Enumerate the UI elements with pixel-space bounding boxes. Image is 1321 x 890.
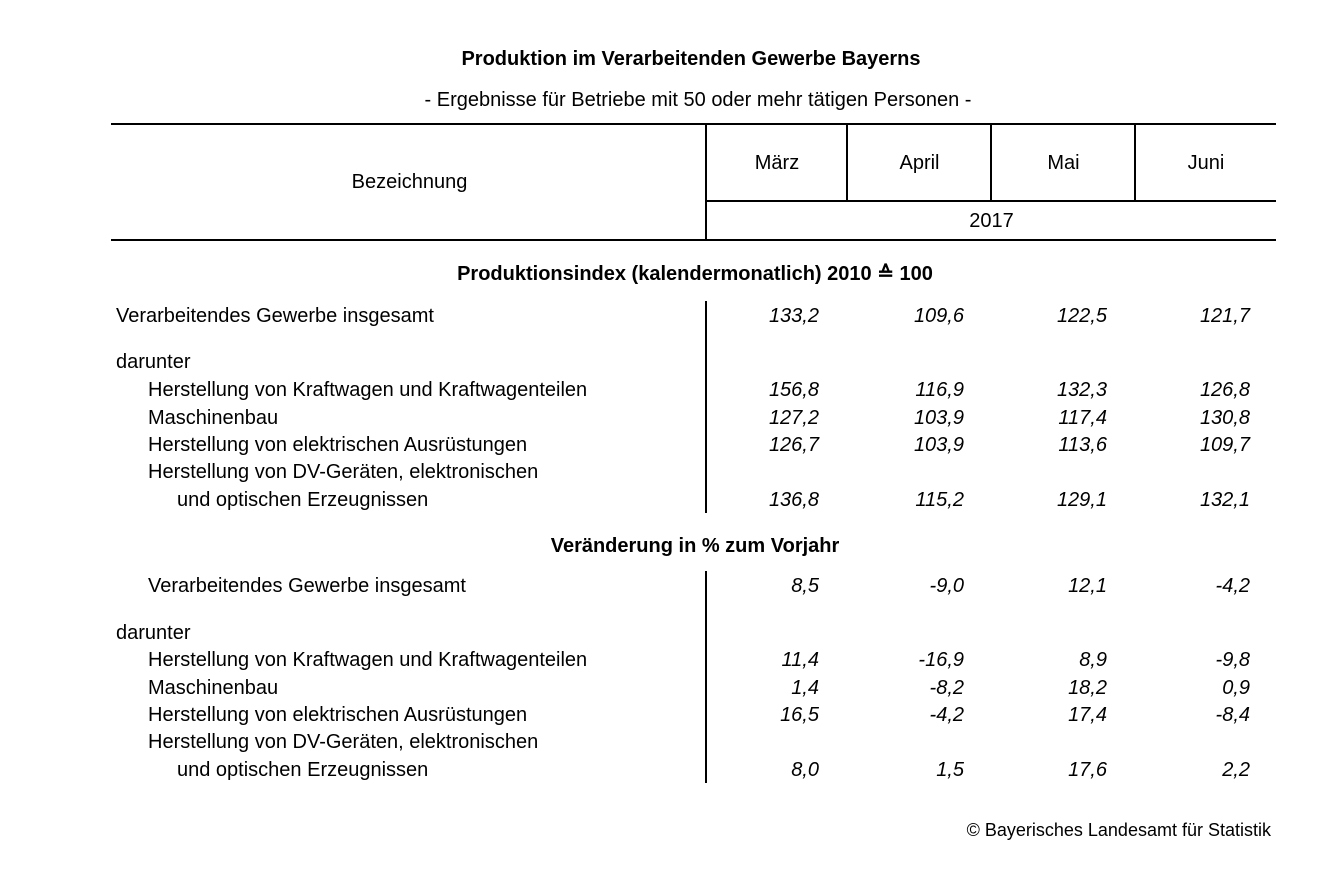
cell-value: 127,2: [768, 407, 819, 429]
row-label-darunter: darunter: [116, 622, 191, 644]
cell-value: 1,5: [936, 759, 964, 781]
cell-value: 115,2: [915, 489, 964, 511]
row-label: Herstellung von DV-Geräten, elektronischen: [148, 731, 539, 753]
cell-value: 8,0: [791, 759, 819, 781]
cell-value: 132,1: [1199, 489, 1250, 511]
cell-value: 117,4: [1058, 407, 1107, 429]
cell-value: 126,7: [768, 434, 819, 456]
cell-value: 8,9: [1079, 649, 1107, 671]
row-label: Maschinenbau: [148, 407, 279, 429]
row-label: Herstellung von elektrischen Ausrüstungen: [148, 704, 528, 726]
cell-value: -4,2: [1215, 575, 1250, 597]
row-label: Maschinenbau: [148, 677, 279, 699]
row-label: Herstellung von Kraftwagen und Kraftwagenteilen: [148, 649, 588, 671]
cell-value: -9,8: [1215, 649, 1250, 671]
cell-value: 113,6: [1058, 434, 1107, 456]
cell-value: 11,4: [781, 649, 819, 671]
top-rule: [111, 123, 1276, 125]
cell-value: 129,1: [1056, 489, 1107, 511]
cell-value: -4,2: [929, 704, 964, 726]
cell-value: 16,5: [780, 704, 819, 726]
cell-value: 133,2: [768, 305, 819, 327]
column-header-month: Mai: [1047, 152, 1080, 174]
cell-value: 103,9: [913, 434, 964, 456]
cell-value: 122,5: [1056, 305, 1107, 327]
cell-value: 132,3: [1056, 379, 1107, 401]
column-header-year: 2017: [969, 210, 1014, 232]
row-label: Herstellung von elektrischen Ausrüstungen: [148, 434, 528, 456]
cell-value: 8,5: [791, 575, 819, 597]
cell-value: 109,6: [913, 305, 964, 327]
copyright-footer: © Bayerisches Landesamt für Statistik: [966, 820, 1271, 840]
row-label-continuation: und optischen Erzeugnissen: [177, 489, 429, 511]
cell-value: 1,4: [791, 677, 819, 699]
cell-value: -8,2: [929, 677, 964, 699]
cell-value: 121,7: [1199, 305, 1250, 327]
column-header-month: Juni: [1187, 152, 1225, 174]
cell-value: 136,8: [768, 489, 819, 511]
cell-value: 116,9: [915, 379, 964, 401]
cell-value: 126,8: [1199, 379, 1250, 401]
column-header-month: April: [899, 152, 940, 174]
row-label: Verarbeitendes Gewerbe insgesamt: [148, 575, 466, 597]
cell-value: 17,4: [1068, 704, 1107, 726]
cell-value: 17,6: [1068, 759, 1107, 781]
section-title: Produktionsindex (kalendermonatlich) 2010 ≙ 100: [457, 263, 933, 285]
cell-value: -16,9: [918, 649, 964, 671]
table-title: Produktion im Verarbeitenden Gewerbe Bayerns: [461, 48, 921, 70]
row-label: Herstellung von DV-Geräten, elektronischen: [148, 461, 539, 483]
row-label-darunter: darunter: [116, 351, 191, 373]
cell-value: 103,9: [913, 407, 964, 429]
row-label: Verarbeitendes Gewerbe insgesamt: [116, 305, 434, 327]
body-vertical-rule: [705, 301, 707, 513]
cell-value: -9,0: [929, 575, 964, 597]
table-subtitle: - Ergebnisse für Betriebe mit 50 oder mehr tätigen Personen -: [424, 89, 972, 111]
body-vertical-rule: [705, 571, 707, 783]
month-year-rule: [705, 200, 1276, 202]
cell-value: -8,4: [1215, 704, 1250, 726]
column-header-label: Bezeichnung: [351, 171, 468, 193]
cell-value: 18,2: [1068, 677, 1107, 699]
cell-value: 130,8: [1199, 407, 1250, 429]
cell-value: 12,1: [1068, 575, 1107, 597]
row-label-continuation: und optischen Erzeugnissen: [177, 759, 429, 781]
section-title: Veränderung in % zum Vorjahr: [550, 535, 840, 557]
row-label: Herstellung von Kraftwagen und Kraftwagenteilen: [148, 379, 588, 401]
cell-value: 2,2: [1222, 759, 1250, 781]
column-header-month: März: [754, 152, 800, 174]
cell-value: 156,8: [768, 379, 819, 401]
cell-value: 109,7: [1199, 434, 1250, 456]
header-bottom-rule: [111, 239, 1276, 241]
cell-value: 0,9: [1222, 677, 1250, 699]
